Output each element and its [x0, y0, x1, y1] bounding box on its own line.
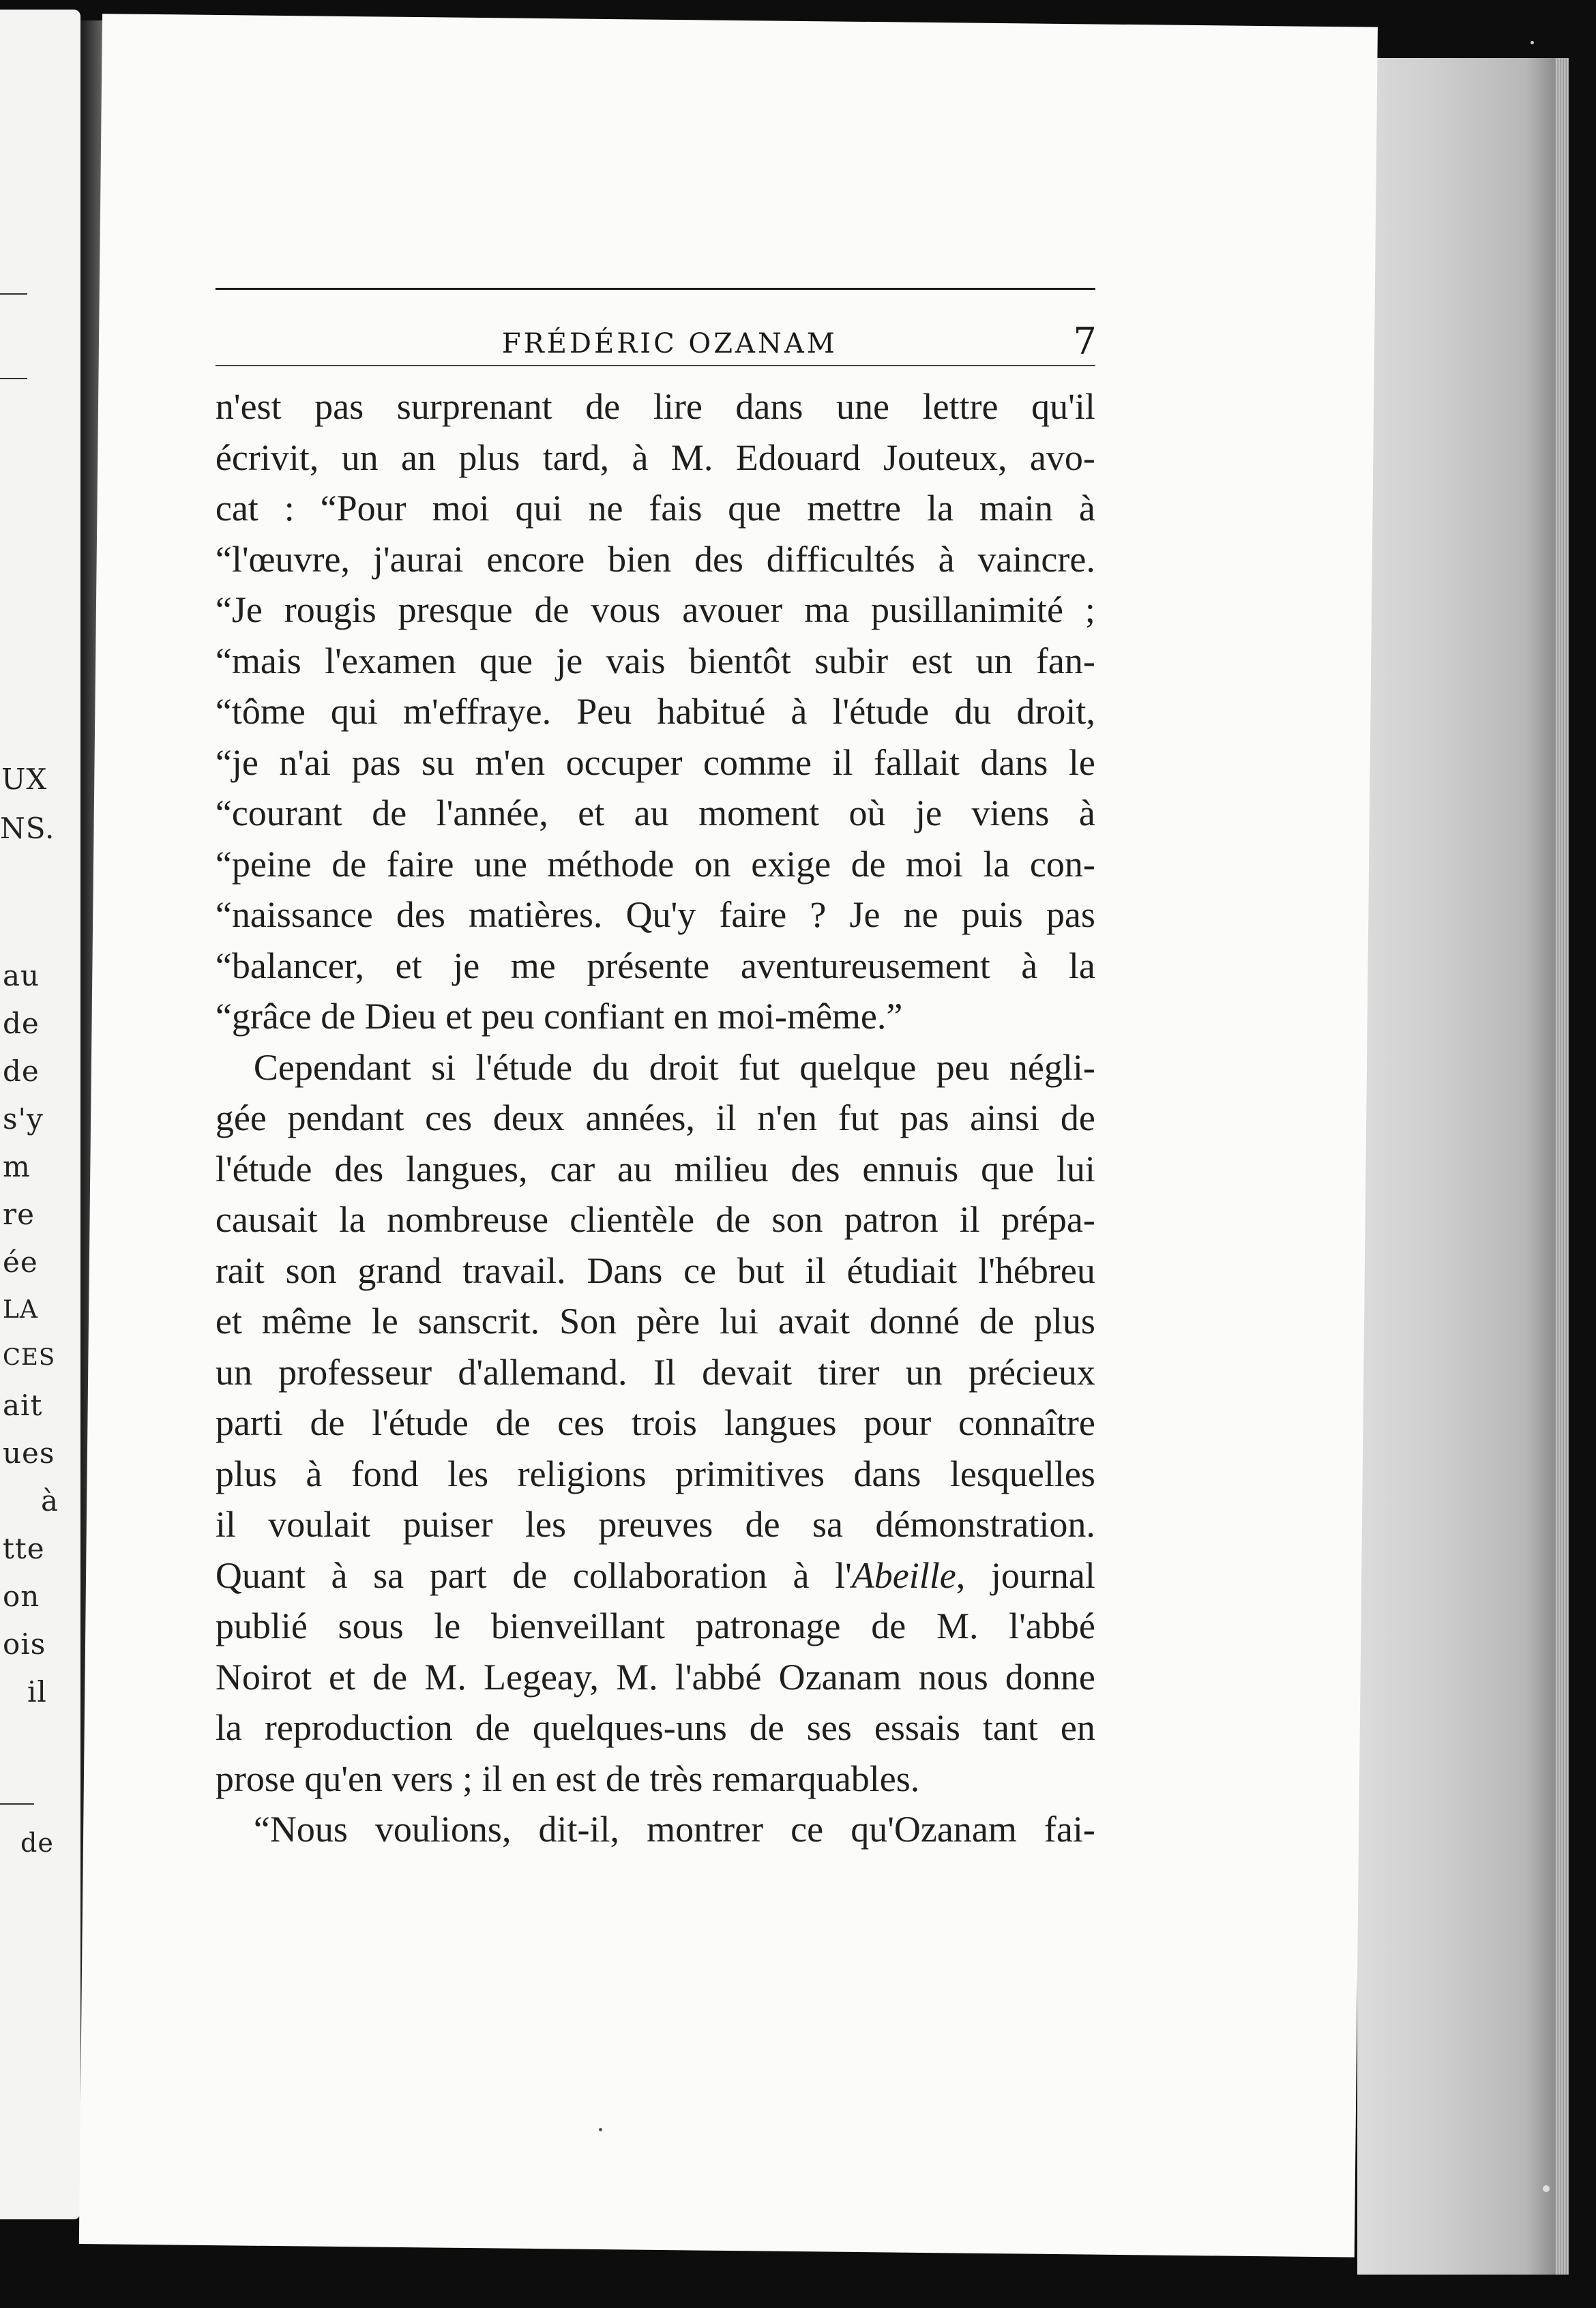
text-line	[216, 1550, 1095, 1601]
page-number: 7	[1073, 319, 1097, 363]
previous-page-fragment: m	[3, 1150, 31, 1183]
text-line: Cependant si l'étude du droit fut quelque peu négli-	[253, 1046, 1095, 1088]
previous-page-fragment: ée	[3, 1245, 38, 1279]
text-line: “l'œuvre, j'aurai encore bien des difficultés à vaincre.	[215, 538, 1095, 580]
running-head	[216, 290, 1102, 365]
previous-page-fragment: CES	[3, 1344, 56, 1371]
previous-page-fragment: à	[41, 1484, 59, 1518]
text-line: “peine de faire une méthode on exige de moi la con-	[215, 843, 1095, 885]
text-line: écrivit, un an plus tard, à M. Edouard Jouteux, avo-	[215, 437, 1095, 478]
text-line: cat : “Pour moi qui ne fais que mettre la main à	[215, 487, 1095, 529]
previous-page-fragment: de	[3, 1054, 40, 1088]
previous-page-fragment: ues	[3, 1436, 55, 1470]
previous-page-fragment: il	[27, 1675, 47, 1708]
text-line: et même le sanscrit. Son père lui avait donné de plus	[215, 1300, 1095, 1342]
text-line: “balancer, et je me présente aventureusement à la	[215, 945, 1095, 986]
journal-title: Abeille	[851, 1554, 956, 1596]
text-line: causait la nombreuse clientèle de son patron il prépa-	[215, 1198, 1095, 1240]
dust-speck	[1543, 2185, 1550, 2192]
text-line: prose qu'en vers ; il en est de très remarquables.	[215, 1758, 920, 1799]
text-line: Noirot et de M. Legeay, M. l'abbé Ozanam nous donne	[215, 1656, 1095, 1698]
previous-page-fragment: ois	[3, 1627, 46, 1661]
text-line: gée pendant ces deux années, il n'en fut pas ainsi de	[215, 1097, 1095, 1138]
text-line: “tôme qui m'effraye. Peu habitué à l'étude du droit,	[215, 690, 1095, 732]
text-line-end: , journal	[956, 1554, 1095, 1596]
previous-page-rule	[0, 293, 27, 295]
text-line: plus à fond les religions primitives dans lesquelles	[215, 1453, 1095, 1494]
text-line: “grâce de Dieu et peu confiant en moi-même.”	[215, 995, 903, 1037]
previous-page-fragment: LA	[3, 1296, 38, 1324]
text-line: la reproduction de quelques-uns de ses essais tant en	[215, 1706, 1095, 1748]
running-title: FRÉDÉRIC OZANAM	[501, 327, 838, 359]
text-line: “Nous voulions, dit-il, montrer ce qu'Ozanam fai-	[253, 1808, 1095, 1850]
text-line: il voulait puiser les preuves de sa démonstration.	[215, 1503, 1095, 1545]
previous-page-rule	[0, 378, 27, 379]
page-text-block	[216, 288, 1102, 1855]
previous-page-fragment: s'y	[3, 1102, 44, 1136]
previous-page-fragment: tte	[3, 1532, 45, 1565]
previous-page-fragment: re	[3, 1198, 35, 1231]
previous-page-fragment: ait	[3, 1389, 43, 1422]
text-line: un professeur d'allemand. Il devait tirer un précieux	[215, 1351, 1095, 1393]
text-line: n'est pas surprenant de lire dans une lettre qu'il	[215, 385, 1095, 427]
text-line: “naissance des matières. Qu'y faire ? Je ne puis pas	[215, 893, 1095, 935]
text-line: rait son grand travail. Dans ce but il étudiait l'hébreu	[215, 1249, 1095, 1291]
previous-page-fragment: on	[3, 1580, 40, 1613]
previous-page-edge	[0, 10, 80, 2219]
previous-page-fragment: de	[20, 1828, 54, 1858]
text-line: “courant de l'année, et au moment où je viens à	[215, 792, 1095, 833]
text-line-start: Quant à sa part de collaboration à l'	[215, 1554, 852, 1596]
page-block-edge	[1357, 58, 1569, 2275]
text-line: “je n'ai pas su m'en occuper comme il fallait dans le	[215, 741, 1095, 783]
header-rule-bottom	[216, 365, 1095, 366]
text-line: publié sous le bienveillant patronage de M. l'abbé	[215, 1605, 1095, 1646]
text-line: l'étude des langues, car au milieu des ennuis que lui	[215, 1148, 1095, 1189]
text-line: “mais l'examen que je vais bientôt subir est un fan-	[215, 640, 1095, 681]
dust-speck	[599, 2128, 602, 2131]
previous-page-fragment: au	[3, 959, 40, 992]
dust-speck	[1531, 41, 1534, 44]
book-page	[79, 14, 1378, 2257]
text-line: “Je rougis presque de vous avouer ma pusillanimité ;	[215, 589, 1095, 630]
previous-page-fragment: NS.	[0, 812, 55, 845]
previous-page-fragment: UX	[1, 763, 48, 796]
previous-page-rule	[0, 1803, 34, 1805]
text-line: parti de l'étude de ces trois langues pour connaître	[215, 1402, 1095, 1443]
previous-page-fragment: de	[3, 1007, 40, 1040]
